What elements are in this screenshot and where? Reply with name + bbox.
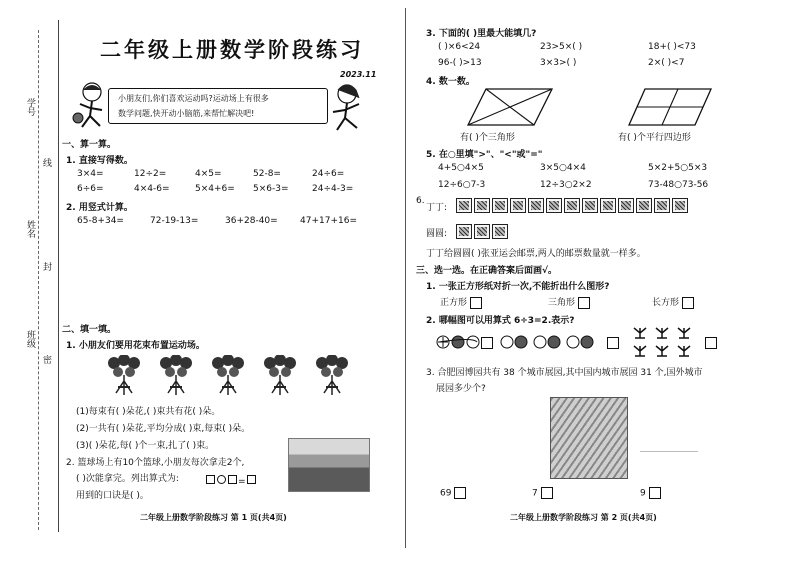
q2-item: 72-19-13=: [150, 216, 199, 226]
asian-games-stamp: [510, 198, 526, 213]
q2-item: 65-8+34=: [77, 216, 124, 226]
asian-games-stamp: [654, 198, 670, 213]
asian-games-stamp: [528, 198, 544, 213]
section-3-heading: 三、选一选。在正确答案后面画√。: [416, 266, 558, 276]
check-box[interactable]: [454, 487, 466, 499]
flower-bouquets-illustration: [100, 355, 370, 399]
q3-item[interactable]: 96-( )>13: [438, 58, 482, 68]
faint-rule: [640, 451, 698, 452]
page-title: 二年级上册数学阶段练习: [100, 37, 364, 62]
q3-item[interactable]: 2×( )<7: [648, 58, 685, 68]
choice-3-line-2: 展园多少个?: [436, 384, 486, 394]
answer-box[interactable]: [228, 475, 237, 484]
choice-1-option[interactable]: [548, 295, 590, 309]
asian-games-stamp: [564, 198, 580, 213]
margin-label-seal: 封: [41, 262, 51, 271]
basketball-court-photo: [288, 438, 370, 492]
option-label: 正方形: [440, 298, 468, 308]
choice-3-option[interactable]: [640, 487, 661, 499]
q1-title: 1. 直接写得数。: [66, 156, 133, 166]
q4-triangle-count[interactable]: 有( )个三角形: [460, 133, 515, 143]
asian-games-stamp: [474, 224, 490, 239]
q5-title: 5. 在○里填">"、"<"或"=": [426, 150, 543, 160]
asian-games-stamp: [474, 198, 490, 213]
q3-item[interactable]: ( )×6<24: [438, 42, 481, 52]
choice-1-title: 1. 一张正方形纸对折一次,不能折出什么图形?: [426, 282, 610, 292]
choice-3-option[interactable]: [532, 487, 553, 499]
fill-2-line-3[interactable]: 用到的口诀是( )。: [76, 491, 149, 501]
q3-item[interactable]: 18+( )<73: [648, 42, 696, 52]
q5-item[interactable]: 73-48○73-56: [648, 180, 709, 190]
section-1-heading: 一、算一算。: [62, 140, 117, 150]
check-box[interactable]: [705, 337, 717, 349]
asian-games-stamp: [636, 198, 652, 213]
check-box[interactable]: [541, 487, 553, 499]
q6-ding-label: 丁丁:: [426, 203, 448, 213]
q1-item: 4×5=: [195, 169, 222, 179]
binding-dash-line: [38, 30, 39, 530]
margin-label-name: 姓名: [25, 220, 35, 238]
page-divider: [405, 8, 406, 548]
intro-line-1: 小朋友们,你们喜欢运动吗?运动场上有很多: [118, 94, 269, 103]
section-2-heading: 二、填一填。: [62, 325, 117, 335]
fill-2-line-2[interactable]: ( )次能拿完。列出算式为:: [76, 474, 179, 484]
option-label: 9: [640, 488, 646, 499]
plants-group-figure: [632, 322, 702, 360]
check-box[interactable]: [578, 297, 590, 309]
balls-group-b-figure: [500, 334, 610, 350]
option-label: 7: [532, 488, 538, 499]
option-label: 长方形: [652, 298, 680, 308]
margin-label-class: 班级: [25, 330, 35, 348]
operator-circle[interactable]: [217, 475, 226, 484]
parallelogram-grid-figure: [625, 87, 715, 127]
q1-item: 6÷6=: [77, 184, 104, 194]
page-1-footer: 二年级上册数学阶段练习 第 1 页(共4页): [140, 513, 287, 522]
q1-item: 4×4-6=: [134, 184, 170, 194]
choice-1-option[interactable]: [440, 295, 482, 309]
fill-2-equation-boxes[interactable]: =: [205, 469, 257, 488]
q6-yuan-label: 圆圆:: [426, 229, 448, 239]
q1-item: 5×6-3=: [253, 184, 289, 194]
q5-item[interactable]: 12÷3○2×2: [540, 180, 592, 190]
q3-item[interactable]: 3×3>( ): [540, 58, 577, 68]
asian-games-stamp: [618, 198, 634, 213]
margin-label-secret: 密: [41, 355, 51, 364]
expo-park-map-photo: [550, 397, 628, 479]
q1-item: 3×4=: [77, 169, 104, 179]
q5-item[interactable]: 5×2+5○5×3: [648, 163, 708, 173]
asian-games-stamp: [582, 198, 598, 213]
asian-games-stamp: [672, 198, 688, 213]
q5-item[interactable]: 4+5○4×5: [438, 163, 484, 173]
asian-games-stamp: [546, 198, 562, 213]
asian-games-stamp: [456, 198, 472, 213]
asian-games-stamp: [600, 198, 616, 213]
fill-1-line-1[interactable]: (1)每束有( )朵花,( )束共有花( )朵。: [76, 407, 221, 417]
binding-line: [58, 20, 59, 532]
choice-3-line-1: 3. 合肥园博园共有 38 个城市展园,其中国内城市展园 31 个,国外城市: [426, 368, 703, 378]
q1-item: 24÷6=: [312, 169, 345, 179]
q1-item: 5×4+6=: [195, 184, 235, 194]
q1-item: 52-8=: [253, 169, 281, 179]
asian-games-stamp: [492, 224, 508, 239]
q6-number: 6.: [416, 196, 425, 206]
q4-parallelogram-count[interactable]: 有( )个平行四边形: [618, 133, 691, 143]
choice-1-option[interactable]: [652, 295, 694, 309]
margin-label-line: 线: [41, 158, 51, 167]
exam-date: 2023.11: [340, 70, 377, 79]
check-box[interactable]: [649, 487, 661, 499]
answer-box[interactable]: [247, 475, 256, 484]
check-box[interactable]: [470, 297, 482, 309]
fill-1-line-2[interactable]: (2)一共有( )朵花,平均分成( )束,每束( )朵。: [76, 424, 251, 434]
q5-item[interactable]: 12÷6○7-3: [438, 180, 486, 190]
girl-runner-illustration: [325, 82, 367, 134]
choice-2-title: 2. 哪幅图可以用算式 6÷3=2.表示?: [426, 316, 575, 326]
q1-item: 12÷2=: [134, 169, 167, 179]
check-box[interactable]: [682, 297, 694, 309]
q3-title: 3. 下面的( )里最大能填几?: [426, 29, 537, 39]
q3-item[interactable]: 23>5×( ): [540, 42, 583, 52]
boy-runner-illustration: [72, 80, 112, 130]
asian-games-stamp: [492, 198, 508, 213]
q2-item: 47+17+16=: [300, 216, 357, 226]
fill-1-title: 1. 小朋友们要用花束布置运动场。: [66, 341, 205, 351]
option-label: 三角形: [548, 298, 576, 308]
check-box[interactable]: [607, 337, 619, 349]
margin-label-student-no: 学号: [25, 98, 35, 116]
asian-games-stamp: [456, 224, 472, 239]
q5-item[interactable]: 3×5○4×4: [540, 163, 586, 173]
q2-item: 36+28-40=: [225, 216, 278, 226]
parallelogram-triangles-figure: [460, 87, 555, 127]
answer-box[interactable]: [206, 475, 215, 484]
check-box[interactable]: [481, 337, 493, 349]
q1-item: 24÷4-3=: [312, 184, 354, 194]
intro-line-2: 数学问题,快开动小脑筋,来帮忙解决吧!: [118, 109, 255, 118]
q4-title: 4. 数一数。: [426, 77, 475, 87]
fill-1-line-3[interactable]: (3)( )朵花,每( )个一束,扎了( )束。: [76, 441, 215, 451]
page-2-footer: 二年级上册数学阶段练习 第 2 页(共4页): [510, 513, 657, 522]
q6-question[interactable]: 丁丁给圆圆( )张亚运会邮票,两人的邮票数量就一样多。: [426, 249, 646, 259]
fill-2-line-1: 2. 篮球场上有10个篮球,小朋友每次拿走2个,: [66, 458, 245, 468]
choice-3-option[interactable]: [440, 487, 466, 499]
q2-title: 2. 用竖式计算。: [66, 203, 133, 213]
option-label: 69: [440, 488, 452, 499]
